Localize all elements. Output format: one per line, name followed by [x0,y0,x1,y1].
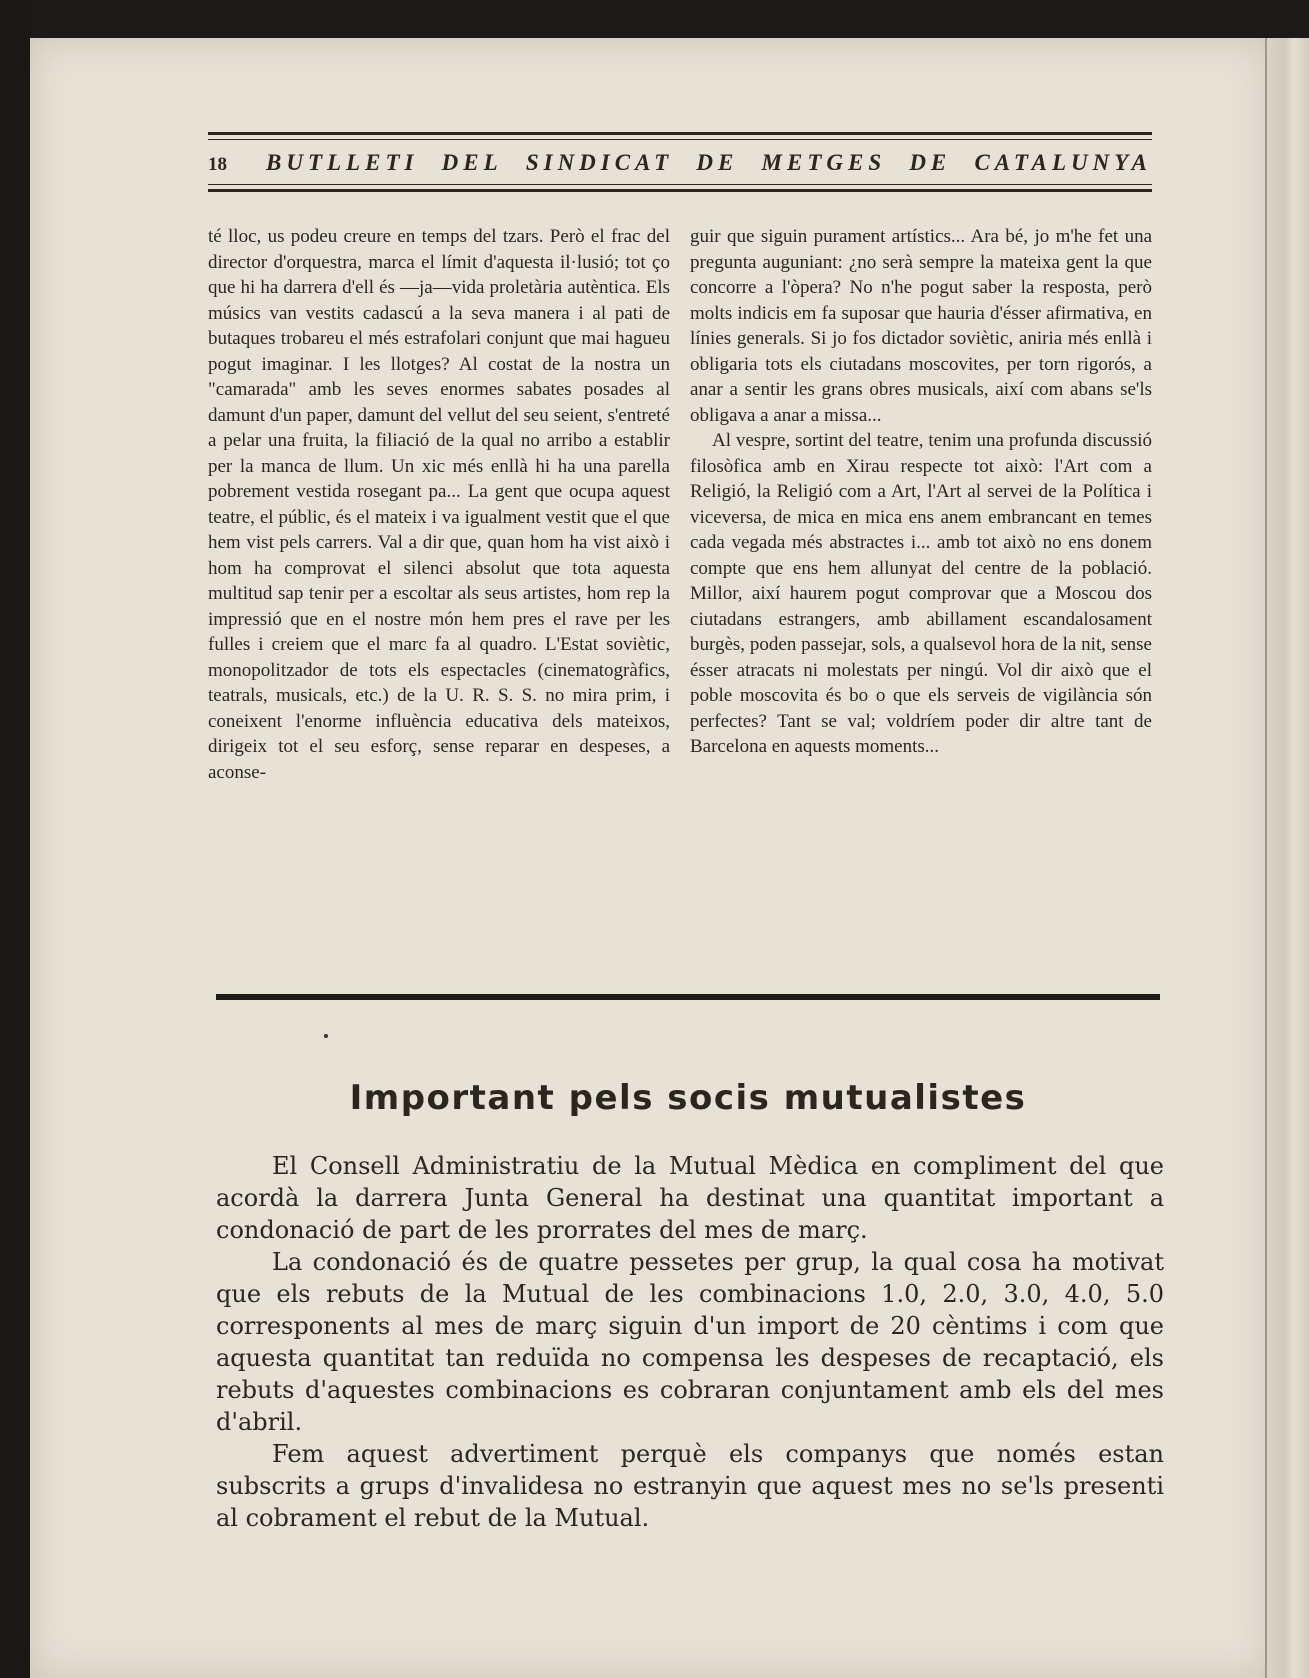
scan-speck [324,1034,328,1038]
journal-title-word: METGES [761,150,887,175]
journal-title-word: DEL [441,150,503,175]
notice-paragraph: El Consell Administratiu de la Mutual Mèdica en compliment del que acordà la darrera Junta General ha destinat una quantitat important a condonació de part de les prorrates del mes de març. [216,1152,1164,1244]
journal-title-word: SINDICAT [525,150,674,175]
header-rule-bottom [208,189,1152,192]
journal-title-word: BUTLLETI [266,150,419,175]
section-separator-rule [216,994,1160,1000]
running-header [208,132,1152,194]
page-number: 18 [208,154,227,175]
page-spine-edge [1265,38,1309,1678]
article-right-column [690,224,1152,785]
scan-left-border [0,0,32,1678]
article-paragraph: té lloc, us podeu creure en temps del tzars. Però el frac del director d'orquestra, marca el límit d'aquesta il·lusió; tot ço que hi ha darrera d'ell és —ja—vida proletària autèntica. Els músics van vestits cadascú a la seva manera i al pati de butaques trobareu el més estrafolari conjunt que mai hagueu pogut imaginar. I les llotges? Al costat de la nostra un "camarada" amb les seves enormes sabates posades al damunt d'un paper, damunt del vellut del seu seient, s'entreté a pelar una fruita, la filiació de la qual no arribo a establir per la manca de llum. Un xic més enllà hi ha una parella pobrement vestida rosegant pa... La gent que ocupa aquest teatre, el públic, és el mateix i va igualment vestit que el que hem vist pels carrers. Val a dir que, quan hom ha vist això i hom ha comprovat el silenci absolut que tota aquesta multitud sap tenir per a escoltar als seus artistes, hom rep la impressió que en el nostre món hem pres el rave per les fulles i creiem que el marc fa al quadro. L'Estat soviètic, monopolitzador de tots els espectacles (cinematogràfics, teatrals, musicals, etc.) de la U. R. S. S. no mira prim, i coneixent l'enorme influència educativa dels mateixos, dirigeix tot el seu esforç, sense reparar en despeses, a aconse- [208,226,670,783]
journal-title-word: DE [909,150,952,175]
notice-body [216,1150,1164,1534]
article-paragraph: guir que siguin purament artístics... Ara bé, jo m'he fet una pregunta auguniant: ¿no serà sempre la mateixa gent la que concorre a l'òpera? No n'he pogut saber la resposta, però molts indicis em fa suposar que hauria d'ésser afirmativa, en línies generals. Si jo fos dictador soviètic, aniria més enllà i obligaria tots els ciutadans moscovites, per torn rigorós, a anar a sentir les grans obres musicals, així com abans se'ls obligava a anar a missa... [690,226,1152,426]
header-rule-top [208,132,1152,135]
scan-top-border [0,0,1309,40]
header-rule-top-thin [208,139,1152,140]
notice-paragraph: Fem aquest advertiment perquè els companys que només estan subscrits a grups d'invalidesa no estranyin que aquest mes no se'ls presenti al cobrament el rebut de la Mutual. [216,1440,1164,1532]
notice-paragraph: La condonació és de quatre pessetes per grup, la qual cosa ha motivat que els rebuts de la Mutual de les combinacions 1.0, 2.0, 3.0, 4.0, 5.0 corresponents al mes de març siguin d'un import de 20 cèntims i com que aquesta quantitat tan reduïda no compensa les despeses de recaptació, els rebuts d'aquestes combinacions es cobraran conjuntament amb els del mes d'abril. [216,1248,1164,1436]
header-rule-bottom-thin [208,184,1152,185]
header-row [208,150,1152,180]
article-left-column [208,224,670,785]
journal-title [248,150,1152,176]
notice-title: Important pels socis mutualistes [349,1078,1027,1118]
journal-title-word: CATALUNYA [974,150,1152,175]
journal-title-word: DE [696,150,739,175]
article-columns [208,224,1152,785]
article-paragraph: Al vespre, sortint del teatre, tenim una profunda discussió filosòfica amb en Xirau respecte tot això: l'Art com a Religió, la Religió com a Art, l'Art al servei de la Política i viceversa, de mica en mica ens anem embrancant en temes cada vegada més abstractes i... amb tot això no ens donem compte que ens hem allunyat del centre de la població. Millor, així haurem pogut comprovar que a Moscou dos ciutadans estrangers, amb abillament escandalosament burgès, poden passejar, sols, a qualsevol hora de la nit, sense ésser atracats ni molestats per ningú. Vol dir això que el poble moscovita és bo o que els serveis de vigilància són perfectes? Tant se val; voldríem poder dir altre tant de Barcelona en aquests moments... [690,430,1152,757]
